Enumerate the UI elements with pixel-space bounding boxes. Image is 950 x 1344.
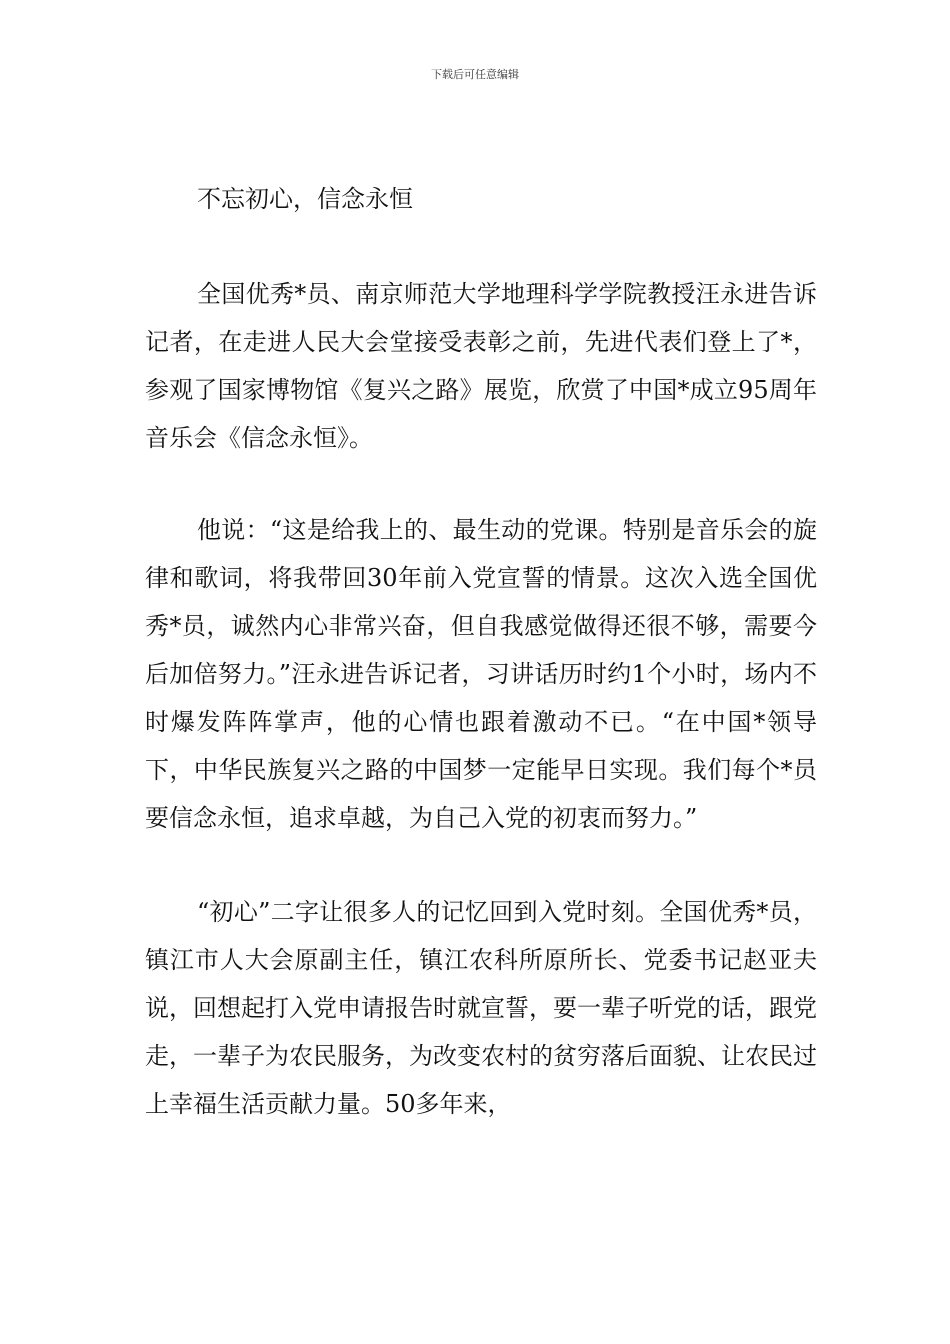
- header-note: 下载后可任意编辑: [431, 68, 519, 81]
- paragraph-1: 全国优秀*员、南京师范大学地理科学学院教授汪永进告诉记者，在走进人民大会堂接受表彰之前，先进代表们登上了*，参观了国家博物馆《复兴之路》展览，欣赏了中国*成立95周年音乐会《信念永恒》。: [145, 280, 817, 452]
- paragraph-spacer: [145, 842, 817, 888]
- paragraph-3: “初心”二字让很多人的记忆回到入党时刻。全国优秀*员，镇江市人大会原副主任，镇江农科所原所长、党委书记赵亚夫说，回想起打入党申请报告时就宣誓，要一辈子听党的话，跟党走，一辈子为农民服务，为改变农村的贫穷落后面貌、让农民过上幸福生活贡献力量。50多年来，: [145, 898, 817, 1118]
- document-body: [145, 176, 817, 1128]
- paragraph-spacer: [145, 462, 817, 506]
- paragraph-2: 他说：“这是给我上的、最生动的党课。特别是音乐会的旋律和歌词，将我带回30年前入党宣誓的情景。这次入选全国优秀*员，诚然内心非常兴奋，但自我感觉做得还很不够，需要今后加倍努力。”汪永进告诉记者，习讲话历时约1个小时，场内不时爆发阵阵掌声，他的心情也跟着激动不已。“在中国*领导下，中华民族复兴之路的中国梦一定能早日实现。我们每个*员要信念永恒，追求卓越，为自己入党的初衷而努力。”: [145, 516, 817, 832]
- document-title: 不忘初心，信念永恒: [197, 185, 413, 213]
- paragraph-spacer: [145, 222, 817, 270]
